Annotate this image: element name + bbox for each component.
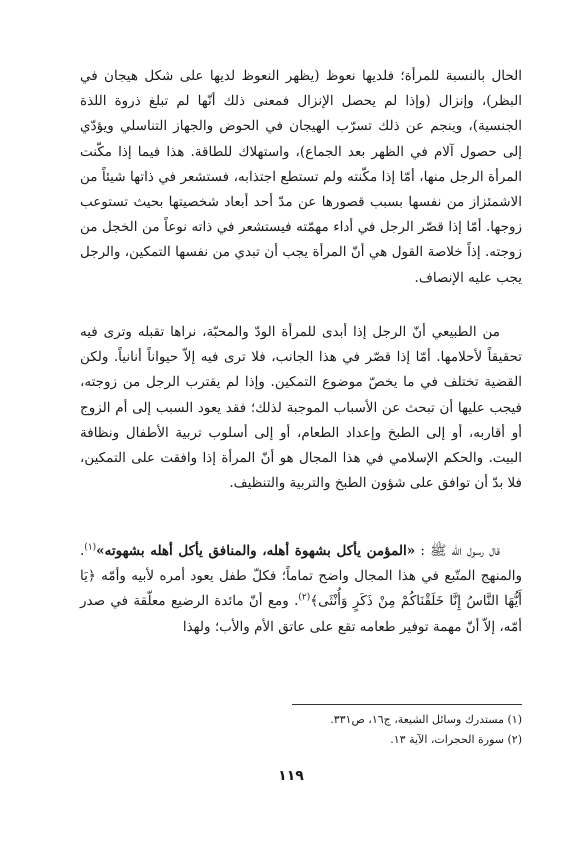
footnote-ref-1: (١) — [84, 542, 97, 553]
body-paragraph-1 — [80, 64, 522, 291]
hadith-quote: «المؤمن يأكل بشهوة أهله، والمنافق يأكل أهله بشهوته» — [96, 543, 416, 559]
paragraph-text: من الطبيعي أنّ الرجل إذا أبدى للمرأة الودّ والمحبّة، نراها تقبله وترى فيه تحقيقاً لأحلامها. أمّا إذا قصّر في هذا الجانب، فلا ترى فيه إلاّ حيواناً أنانياً. ولكن القضية تختلف في ما يخصّ موضوع التمكين. وإذا لم يقترب الرجل من زوجته، فيجب عليها أن تبحث عن الأسباب الموجبة لذلك؛ فقد يعود السبب إلى أم الزوج أو أقاربه، أو إلى الطبخ وإعداد الطعام، أو إلى أسلوب تربية الأطفال ونظافة البيت. والحكم الإسلامي في هذا المجال هو أنّ المرأة إذا وافقت على التمكين، فلا بدّ أن توافق على شؤون الطبخ والتربية والتنظيف. — [80, 324, 522, 492]
footnote-divider — [292, 704, 522, 705]
body-paragraph-3 — [80, 539, 522, 640]
quran-verse: ﴿يَا أَيُّهَا النَّاسُ إِنَّا خَلَقْنَاكُمْ مِنْ ذَكَرٍ وَأُنْثَى﴾ — [80, 568, 522, 610]
paragraph-middle-text: . والمنهج المتّبع في هذا المجال واضح تماماً؛ فكلّ طفل يعود أمره لأبيه وأمّه — [80, 543, 522, 585]
footnote-1: (١) مستدرك وسائل الشيعة، ج١٦، ص٣٣١. — [330, 713, 522, 726]
paragraph-text: الحال بالنسبة للمرأة؛ فلديها نعوظ (يظهر النعوظ لديها على شكل هيجان في البظر)، وإنزال (وإذا لم يحصل الإنزال فمعنى ذلك أنّها لم تبلغ ذروة اللذة الجنسية)، وينجم عن ذلك تسرّب الهيجان في الحوض والجهاز التناسلي ويؤدّي إلى حصول آلام في الظهر بعد الجماع)، واستهلاك للطاقة. هذا فيما إذا مكّنت المرأة الرجل منها، أمّا إذا مكّنته ولم تستطع اجتذابه، فستشعر في ذاتها شيئاً من الاشمئزاز من نفسها بسبب قصورها عن مدّ أحد أبعاد شخصيتها بحيث تستوعب زوجها. أمّا إذا قصّر الرجل في أداء مهمّته فيستشعر في ذاته نوعاً من الخجل من زوجته. إذاً خلاصة القول هي أنّ المرأة يجب أن تبدي من نفسها التمكين، والرجل يجب عليه الإنصاف. — [80, 68, 522, 286]
hadith-intro: قال رسول الله ﷺ : — [415, 543, 500, 559]
footnote-ref-2: (٢) — [298, 592, 311, 603]
paragraph-end-text: . ومع أنّ مائدة الرضيع معلّقة في صدر أمّه، إلاّ أنّ مهمة توفير طعامه تقع على عاتق الأم والأب؛ ولهذا — [80, 593, 522, 635]
paragraph-text — [80, 539, 522, 640]
body-paragraph-2 — [80, 320, 522, 496]
footnote-2: (٢) سورة الحجرات، الآية ١٣. — [390, 733, 522, 746]
footnotes — [80, 710, 522, 750]
page-number: ١١٩ — [278, 768, 304, 784]
